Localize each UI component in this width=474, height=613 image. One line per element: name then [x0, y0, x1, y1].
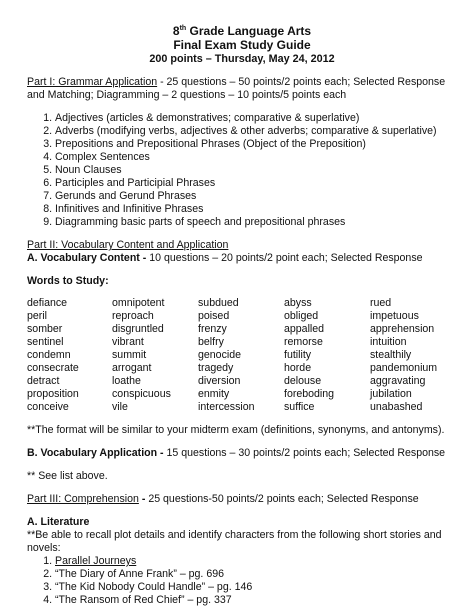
word: delouse	[284, 375, 322, 387]
word-column	[370, 297, 457, 414]
word: appalled	[284, 323, 325, 335]
vocab-content-line	[27, 252, 457, 265]
word: aggravating	[370, 375, 426, 387]
title-rest: Grade Language Arts	[186, 24, 312, 38]
word: remorse	[284, 336, 323, 348]
word-column	[27, 297, 112, 414]
word: unabashed	[370, 401, 423, 413]
word: condemn	[27, 349, 71, 361]
literature-note: **Be able to recall plot details and identify characters from the following short stories and novels:	[27, 529, 442, 554]
word: defiance	[27, 297, 68, 309]
list-item: 8. Infinitives and Infinitive Phrases	[55, 203, 457, 216]
word: belfry	[198, 336, 224, 348]
word: abyss	[284, 297, 312, 309]
word: proposition	[27, 388, 79, 400]
list-item: 5. Noun Clauses	[55, 164, 457, 177]
literature-title: Parallel Journeys	[55, 555, 137, 567]
word: loathe	[112, 375, 141, 387]
list-item: 4. “The Ransom of Red Chief” – pg. 337	[55, 594, 457, 607]
word: diversion	[198, 375, 241, 387]
word: poised	[198, 310, 230, 322]
word: peril	[27, 310, 48, 322]
word: omnipotent	[112, 297, 165, 309]
word: pandemonium	[370, 362, 438, 374]
part1-paragraph	[27, 76, 457, 102]
word: horde	[284, 362, 312, 374]
list-item: 6. Participles and Participial Phrases	[55, 177, 457, 190]
word: summit	[112, 349, 147, 361]
format-note: **The format will be similar to your midterm exam (definitions, synonyms, and antonyms).	[27, 424, 445, 436]
word: sentinel	[27, 336, 64, 348]
word: somber	[27, 323, 63, 335]
word: genocide	[198, 349, 242, 361]
list-item: 2. “The Diary of Anne Frank” – pg. 696	[55, 568, 457, 581]
word: conceive	[27, 401, 69, 413]
word: impetuous	[370, 310, 419, 322]
word: futility	[284, 349, 312, 361]
grade-suffix: th	[179, 25, 187, 32]
list-item: 9. Diagramming basic parts of speech and prepositional phrases	[55, 216, 457, 229]
word: foreboding	[284, 388, 335, 400]
word: consecrate	[27, 362, 79, 374]
list-item: 2. Adverbs (modifying verbs, adjectives & other adverbs; comparative & superlative)	[55, 125, 457, 138]
word: intuition	[370, 336, 407, 348]
word-column	[112, 297, 198, 414]
word: frenzy	[198, 323, 227, 335]
document-subtitle: Final Exam Study Guide	[173, 38, 311, 52]
part1-heading: Part I: Grammar Application	[27, 76, 158, 88]
word: tragedy	[198, 362, 234, 374]
part3-heading: Part III: Comprehension	[27, 493, 139, 505]
list-item: 1. Adjectives (articles & demonstratives; comparative & superlative)	[55, 112, 457, 125]
vocab-application-paragraph	[27, 447, 457, 460]
list-item: 4. Complex Sentences	[55, 151, 457, 164]
grade-number: 8	[172, 24, 180, 38]
word: obliged	[284, 310, 319, 322]
document-title	[27, 24, 457, 38]
word: reproach	[112, 310, 154, 322]
vocab-application-desc: 15 questions – 30 points/2 points each; Selected Response	[163, 447, 446, 459]
literature-list	[27, 555, 457, 607]
part2-heading: Part II: Vocabulary Content and Application	[27, 239, 229, 251]
word: arrogant	[112, 362, 152, 374]
word: subdued	[198, 297, 239, 309]
word: jubilation	[370, 388, 412, 400]
word: detract	[27, 375, 60, 387]
literature-heading: A. Literature	[27, 516, 90, 528]
word: vibrant	[112, 336, 144, 348]
word-column	[284, 297, 370, 414]
part3-line	[27, 493, 457, 506]
word: stealthily	[370, 349, 412, 361]
list-item: 7. Gerunds and Gerund Phrases	[55, 190, 457, 203]
word: suffice	[284, 401, 315, 413]
date-line: 200 points – Thursday, May 24, 2012	[149, 53, 335, 65]
vocab-content-label: A. Vocabulary Content -	[27, 252, 147, 264]
list-item: 3. “The Kid Nobody Could Handle” – pg. 146	[55, 581, 457, 594]
word: vile	[112, 401, 128, 413]
part3-desc: 25 questions-50 points/2 points each; Selected Response	[145, 493, 419, 505]
word-column	[198, 297, 284, 414]
word: disgruntled	[112, 323, 164, 335]
vocab-application-label: B. Vocabulary Application -	[27, 447, 164, 459]
vocabulary-word-grid	[27, 297, 457, 414]
grammar-topic-list	[27, 112, 457, 229]
vocab-content-desc: 10 questions – 20 points/2 point each; Selected Response	[146, 252, 423, 264]
part1-desc: - 25 questions – 50 points/2 points each; Selected Response and Matching; Diagramming – 2 questions – 10 points/5 points each	[27, 76, 446, 101]
word: enmity	[198, 388, 230, 400]
word: intercession	[198, 401, 255, 413]
word: rued	[370, 297, 392, 309]
list-item: 3. Prepositions and Prepositional Phrases (Object of the Preposition)	[55, 138, 457, 151]
part3-dash: -	[138, 493, 146, 505]
document-page	[27, 24, 457, 607]
word: apprehension	[370, 323, 435, 335]
word: conspicuous	[112, 388, 171, 400]
words-heading: Words to Study:	[27, 275, 109, 287]
see-list-note: ** See list above.	[27, 470, 108, 482]
list-item	[55, 555, 457, 568]
